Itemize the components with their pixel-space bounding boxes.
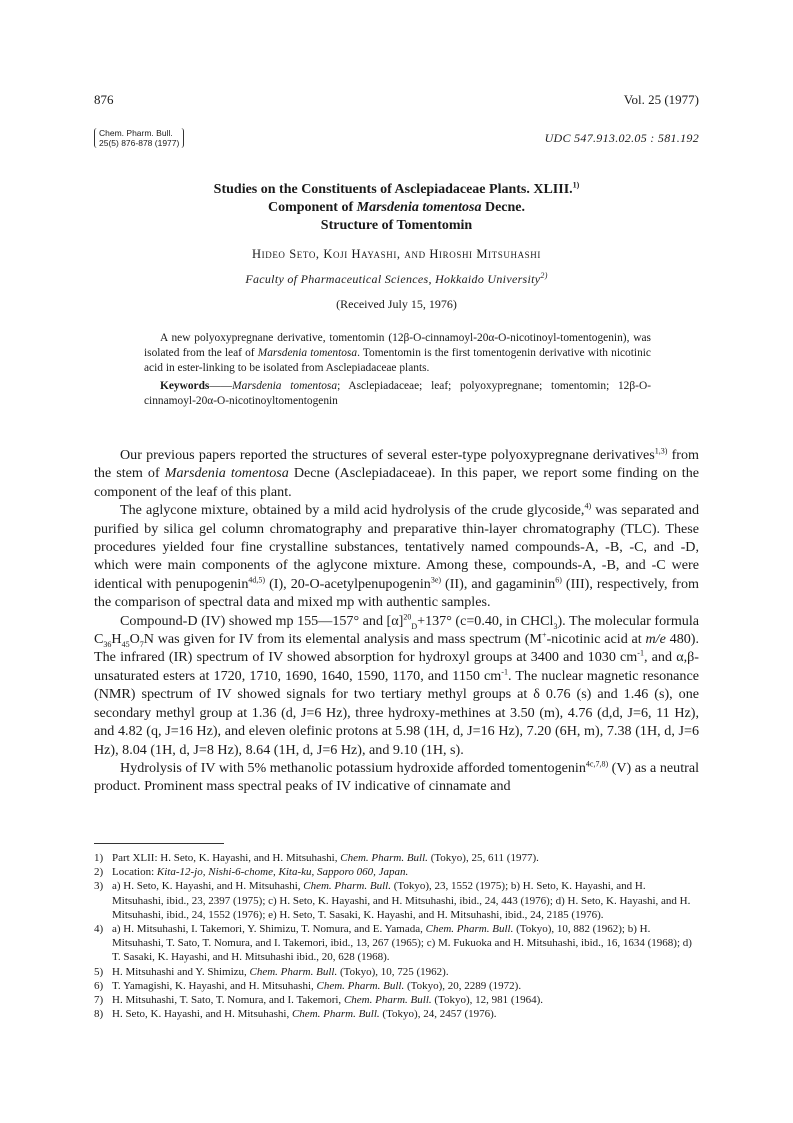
text: H. Seto, K. Hayashi, and H. Mitsuhashi, — [112, 1008, 292, 1021]
footnote-divider — [94, 843, 224, 844]
keywords-list: ; Asclepiadaceae; leaf; polyoxypregnane; tomentomin; 12β-O-cinnamoyl-20α-O-nicotinoyltomentogenin — [144, 380, 651, 407]
paragraph-2 — [94, 501, 699, 611]
ref: 4c,7,8) — [585, 759, 609, 769]
abstract — [144, 331, 651, 409]
footnote — [94, 965, 699, 979]
footnote-text — [112, 865, 699, 879]
text: (II), and gagaminin — [441, 575, 556, 592]
footnote — [94, 1007, 699, 1021]
text: N was given for IV from its elemental analysis and mass spectrum (M — [143, 631, 542, 648]
affiliation-footnote-ref: 2) — [540, 271, 548, 280]
text: Location: — [112, 866, 157, 879]
citation-issue: 25(5) 876-878 (1977) — [99, 138, 180, 148]
footnote-number: 2) — [94, 866, 104, 879]
journal: Chem. Pharm. Bull. — [291, 1008, 380, 1021]
text: (Tokyo), 20, 2289 (1972). — [404, 979, 522, 992]
text: The aglycone mixture, obtained by a mild acid hydrolysis of the crude glycoside, — [120, 502, 585, 519]
footnote-number: 4) — [94, 923, 104, 936]
received-date: (Received July 15, 1976) — [336, 297, 457, 311]
footnote-number: 6) — [94, 979, 104, 992]
title-block — [94, 181, 699, 312]
footnote — [94, 851, 699, 865]
text: Part XLII: H. Seto, K. Hayashi, and H. Mitsuhashi, — [112, 852, 341, 864]
sub: 7 — [139, 639, 144, 649]
citation-journal: Chem. Pharm. Bull. — [99, 128, 173, 138]
text: -nicotinic acid at — [546, 631, 646, 648]
text: H — [111, 631, 122, 648]
footnote-number: 3) — [94, 880, 104, 893]
abstract-part: . Tomentomin is the first tomentogenin derivative with nicotinic acid in ester-linking to be isolated from Asclepiadaceae plants. — [144, 347, 651, 374]
footnote-number: 1) — [94, 852, 104, 864]
text: (Tokyo), 10, 882 (1962); b) H. Mitsuhashi, T. Sato, T. Nomura, and I. Takemori, ibid., 13, 267 (1965); c) M. Fukuoka and H. Mitsuhashi, ibid., 16, 1634 (1968); d) T. Sasaki, K. Hayashi, and H. Mitsuhashi ibid., 20, 628 (1968). — [112, 923, 692, 964]
volume-info: Vol. 25 (1977) — [623, 92, 699, 107]
text: (Tokyo), 24, 2457 (1976). — [379, 1008, 497, 1021]
body-text — [94, 446, 699, 796]
text: Our previous papers reported the structures of several ester-type polyoxypregnane derivatives — [120, 447, 655, 463]
species: Marsdenia tomentosa — [164, 465, 289, 482]
footnote-number: 5) — [94, 965, 104, 978]
ref: 1,3) — [654, 446, 668, 456]
text: a) H. Seto, K. Hayashi, and H. Mitsuhashi, — [112, 880, 304, 893]
text: Compound-D (IV) showed mp 155—157° and [α] — [120, 612, 404, 629]
affiliation — [94, 272, 699, 287]
affiliation-text: Faculty of Pharmaceutical Sciences, Hokkaido University — [245, 272, 541, 286]
footnote — [94, 879, 699, 922]
authors: Hideo Seto, Koji Hayashi, and Hiroshi Mitsuhashi — [252, 247, 541, 261]
sup: -1 — [637, 648, 644, 658]
rotation-line: D — [411, 621, 418, 631]
footnote — [94, 993, 699, 1007]
text: a) H. Mitsuhashi, I. Takemori, Y. Shimizu, T. Nomura, and E. Yamada, — [112, 923, 426, 936]
journal: Chem. Pharm. Bull. — [343, 994, 432, 1007]
title-footnote-ref: 1) — [572, 180, 580, 190]
ref: 4) — [584, 501, 592, 511]
italic: m/e — [645, 631, 666, 648]
footnote-text — [112, 879, 699, 922]
ref: 3e) — [430, 575, 442, 585]
text: (I), 20-O-acetylpenupogenin — [265, 575, 431, 592]
title-line-2-post: Decne. — [481, 200, 526, 215]
text: (V) as a neutral product. Prominent mass spectral peaks of IV indicative of cinnamate and — [94, 759, 699, 795]
text: (III), respectively, from the comparison of spectral data and mixed mp with authentic samples. — [94, 575, 699, 611]
footnote-text — [112, 922, 699, 965]
text: H. Mitsuhashi and Y. Shimizu, — [112, 965, 250, 978]
footnote — [94, 865, 699, 879]
sub: 36 — [103, 639, 112, 649]
keywords-label: Keywords — [160, 380, 210, 392]
text: . The nuclear magnetic resonance (NMR) spectrum of IV showed signals for two tertiary methyl groups at δ 0.76 (s) and 1.46 (s), one secondary methyl group at 1.36 (d, J=6 Hz), three hydroxy-methines at 3.50 (m), 4.76 (d,d, J=6, 11 Hz), and 4.82 (q, J=16 Hz), and eleven olefinic protons at 5.98 (1H, d, J=16 Hz), 7.20 (6H, m), 7.38 (1H, d, J=6 Hz), 8.04 (1H, d, J=8 Hz), 8.64 (1H, d, J=6 Hz), and 9.10 (1H, s). — [94, 667, 699, 758]
text: from the stem of — [94, 447, 699, 482]
text: O — [129, 631, 140, 648]
footnote-text — [112, 1007, 699, 1021]
paragraph-4 — [94, 759, 699, 796]
text: 480). The infrared (IR) spectrum of IV showed absorption for hydroxyl groups at 3400 and 1030 cm — [94, 631, 699, 666]
footnote-text — [112, 965, 699, 979]
journal-citation — [94, 128, 184, 148]
journal: Chem. Pharm. Bull. — [316, 979, 405, 992]
sup: + — [541, 630, 547, 640]
ref: 4d,5) — [248, 575, 266, 585]
text: Decne (Asclepiadaceae). In this paper, we report some finding on the component of the leaf of this plant. — [94, 465, 700, 500]
journal: Chem. Pharm. Bull. — [340, 852, 428, 864]
text: (Tokyo), 23, 1552 (1975); b) H. Seto, K. Hayashi, and H. Mitsuhashi, ibid., 23, 2397 (1975); c) H. Seto, K. Hayashi, and H. Mitsuhashi, ibid., 24, 443 (1976); d) H. Seto, K. Hayashi, and H. Mitsuhashi, ibid., 24, 1552 (1976); e) H. Seto, T. Sasaki, K. Hayashi, and H. Mitsuhashi, ibid., 24, 2185 (1976). — [112, 880, 691, 921]
text: H. Mitsuhashi, T. Sato, T. Nomura, and I. Takemori, — [112, 994, 344, 1007]
title-line-3: Structure of Tomentomin — [320, 218, 473, 233]
footnotes — [94, 851, 699, 1021]
journal: Chem. Pharm. Bull. — [303, 880, 391, 893]
text: (Tokyo), 25, 611 (1977). — [427, 852, 539, 864]
paper-title — [94, 181, 699, 235]
keyword-species: Marsdenia tomentosa — [232, 380, 338, 392]
footnote-number: 8) — [94, 1008, 104, 1021]
title-line-2-pre: Component of — [267, 200, 357, 215]
abstract-text — [144, 331, 651, 376]
footnote-text — [112, 993, 699, 1007]
ref: 6) — [555, 575, 562, 585]
text: ). The molecular formula C — [94, 612, 699, 648]
abstract-species: Marsdenia tomentosa — [257, 347, 358, 359]
text: was separated and purified by silica gel column chromatography and preparative thin-layer chromatography (TLC). These procedures yielded four fine crystalline substances, tentatively named compounds-A, -B, -C, and -D, which were main components of the aglycone mixture. Among these, compounds-A, -B, and -C were identical with penupogenin — [94, 502, 699, 592]
abstract-part: A new polyoxypregnane derivative, tomentomin (12β-O-cinnamoyl-20α-O-nicotinoyl-tomentogenin), was isolated from the leaf of — [144, 332, 651, 359]
rotation-temp: 20 — [403, 611, 412, 621]
sub: 45 — [121, 639, 130, 649]
journal: Kita-12-jo, Nishi-6-chome, Kita-ku, Sapporo 060, Japan. — [156, 866, 409, 879]
paragraph-1 — [94, 446, 699, 501]
sub: 3 — [553, 621, 558, 631]
footnote-number: 7) — [94, 994, 104, 1007]
title-line-1: Studies on the Constituents of Asclepiadaceae Plants. XLIII. — [213, 182, 573, 197]
text: (Tokyo), 12, 981 (1964). — [431, 994, 543, 1007]
page-number: 876 — [94, 92, 114, 107]
udc-code: UDC 547.913.02.05 : 581.192 — [544, 131, 699, 145]
text: T. Yamagishi, K. Hayashi, and H. Mitsuhashi, — [112, 979, 317, 992]
keywords — [144, 379, 651, 409]
footnote-text — [112, 979, 699, 993]
journal: Chem. Pharm. Bull. — [425, 923, 514, 936]
footnote-text — [112, 851, 699, 865]
journal: Chem. Pharm. Bull. — [249, 965, 338, 978]
footnote — [94, 979, 699, 993]
keywords-dash: —— — [209, 380, 233, 392]
sup: -1 — [501, 667, 508, 677]
footnote — [94, 922, 699, 965]
text: +137° (c=0.40, in CHCl — [417, 612, 554, 629]
text: , and α,β-unsaturated esters at 1720, 1710, 1690, 1640, 1590, 1170, and 1150 cm — [94, 649, 699, 684]
running-header — [94, 92, 699, 108]
text: (Tokyo), 10, 725 (1962). — [337, 965, 449, 978]
title-species: Marsdenia tomentosa — [356, 200, 482, 215]
paragraph-3 — [94, 612, 699, 759]
text: Hydrolysis of IV with 5% methanolic potassium hydroxide afforded tomentogenin — [120, 759, 586, 776]
